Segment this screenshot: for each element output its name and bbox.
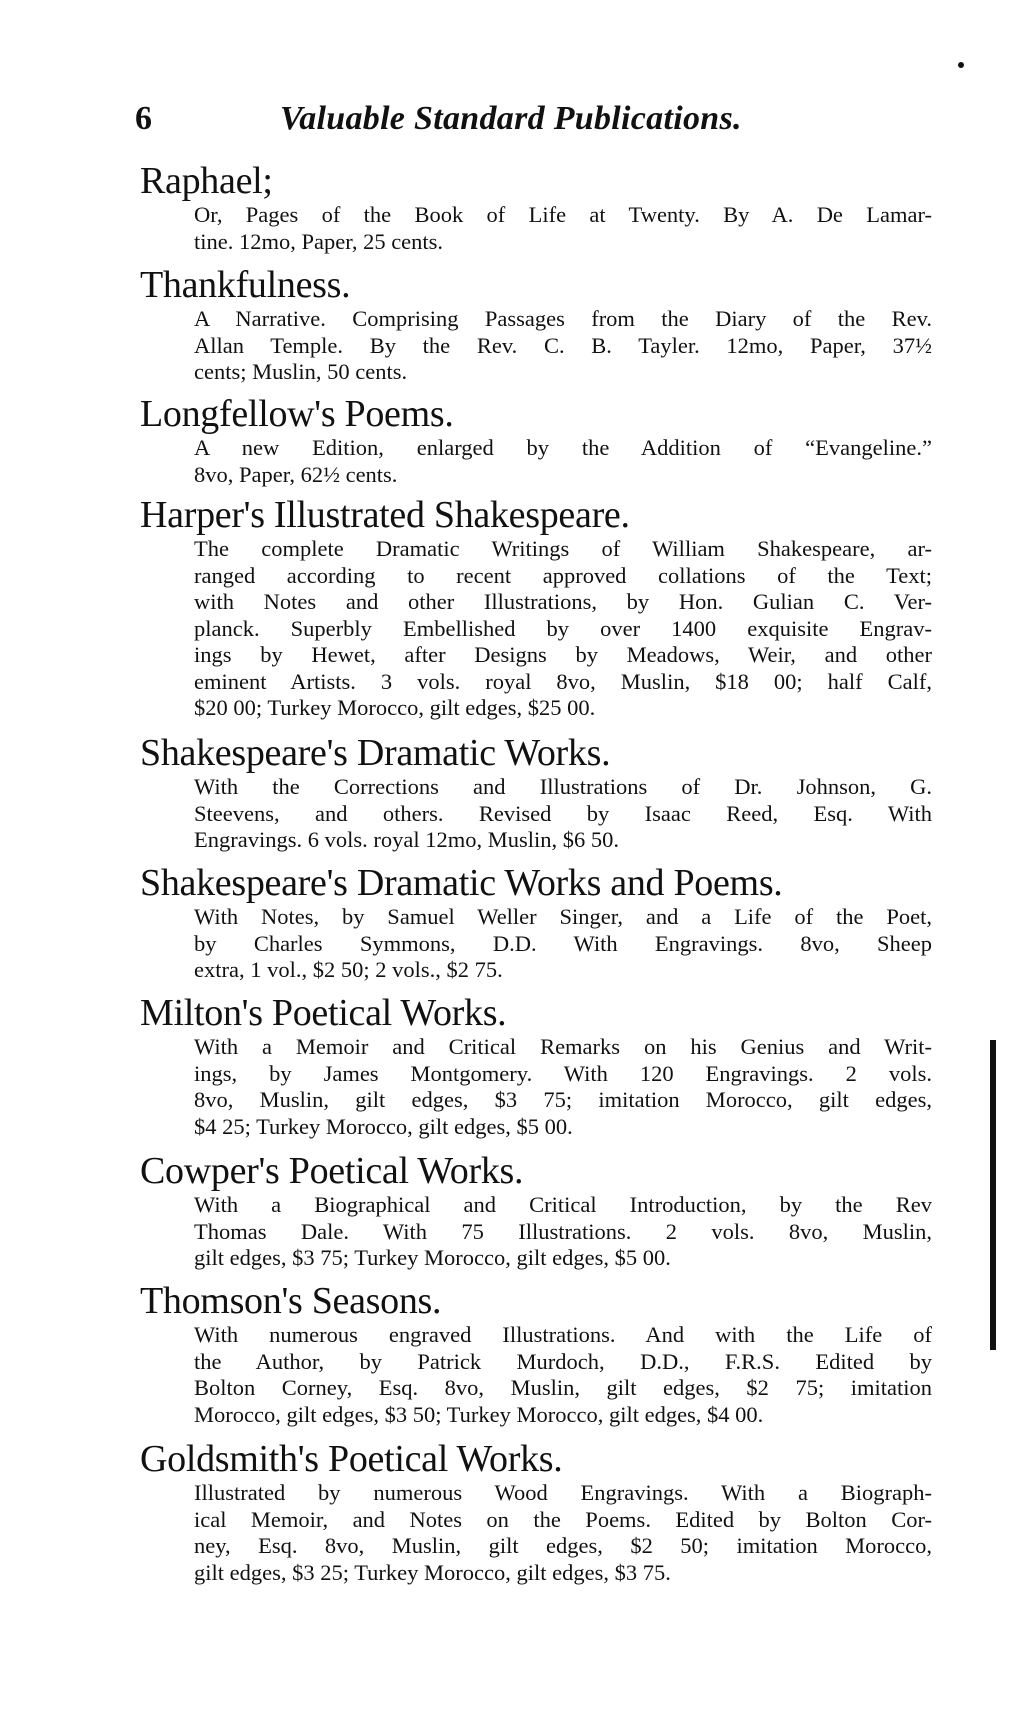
entry-title: Shakespeare's Dramatic Works and Poems. bbox=[140, 862, 783, 904]
entry-description bbox=[194, 1480, 932, 1586]
entry-line: ney, Esq. 8vo, Muslin, gilt edges, $2 50; imitation Morocco, bbox=[194, 1533, 932, 1558]
entry-line: With Notes, by Samuel Weller Singer, and a Life of the Poet, bbox=[194, 904, 932, 929]
entry-description bbox=[194, 1322, 932, 1428]
entry-line: With a Memoir and Critical Remarks on his Genius and Writ- bbox=[194, 1034, 932, 1059]
entry-line: Or, Pages of the Book of Life at Twenty. By A. De Lamar- bbox=[194, 202, 932, 227]
entry-line: With the Corrections and Illustrations of Dr. Johnson, G. bbox=[194, 774, 932, 799]
entry-line: Allan Temple. By the Rev. C. B. Tayler. 12mo, Paper, 37½ bbox=[194, 332, 932, 358]
entry-line: the Author, by Patrick Murdoch, D.D., F.R.S. Edited by bbox=[194, 1348, 932, 1374]
entry-line: gilt edges, $3 75; Turkey Morocco, gilt edges, $5 00. bbox=[194, 1245, 671, 1270]
entry-title: Milton's Poetical Works. bbox=[140, 992, 507, 1034]
entry-line: Illustrated by numerous Wood Engravings. With a Biograph- bbox=[194, 1480, 932, 1505]
catalog-entry bbox=[140, 862, 940, 984]
running-head: Valuable Standard Publications. bbox=[280, 100, 742, 137]
catalog-entry bbox=[140, 494, 940, 722]
catalog-entry bbox=[140, 1150, 940, 1272]
catalog-entry bbox=[140, 264, 940, 386]
entry-line: ings, by James Montgomery. With 120 Engravings. 2 vols. bbox=[194, 1060, 932, 1086]
entry-line: The complete Dramatic Writings of William Shakespeare, ar- bbox=[194, 536, 932, 561]
entry-line: cents; Muslin, 50 cents. bbox=[194, 359, 408, 384]
page-number: 6 bbox=[135, 100, 152, 137]
catalog-entry bbox=[140, 1438, 940, 1586]
entry-title: Harper's Illustrated Shakespeare. bbox=[140, 494, 630, 536]
catalog-entry bbox=[140, 992, 940, 1140]
entry-line: 8vo, Paper, 62½ cents. bbox=[194, 461, 398, 487]
entry-line: With a Biographical and Critical Introduction, by the Rev bbox=[194, 1192, 932, 1217]
entry-description bbox=[194, 904, 932, 984]
entry-line: by Charles Symmons, D.D. With Engravings. 8vo, Sheep bbox=[194, 930, 932, 956]
entry-description bbox=[194, 306, 932, 386]
entry-description bbox=[194, 536, 932, 722]
entry-title: Shakespeare's Dramatic Works. bbox=[140, 732, 611, 774]
entry-line: extra, 1 vol., $2 50; 2 vols., $2 75. bbox=[194, 957, 503, 982]
entry-description bbox=[194, 1192, 932, 1272]
entry-line: ranged according to recent approved collations of the Text; bbox=[194, 562, 932, 588]
entry-title: Thankfulness. bbox=[140, 264, 351, 306]
catalog-entry bbox=[140, 160, 940, 255]
entry-line: With numerous engraved Illustrations. And with the Life of bbox=[194, 1322, 932, 1347]
entry-line: ical Memoir, and Notes on the Poems. Edited by Bolton Cor- bbox=[194, 1506, 932, 1532]
entry-line: with Notes and other Illustrations, by Hon. Gulian C. Ver- bbox=[194, 589, 932, 614]
entry-line: tine. 12mo, Paper, 25 cents. bbox=[194, 228, 444, 254]
entry-line: planck. Superbly Embellished by over 1400 exquisite Engrav- bbox=[194, 615, 932, 641]
catalog-entry bbox=[140, 1280, 940, 1428]
entry-line: $4 25; Turkey Morocco, gilt edges, $5 00. bbox=[194, 1113, 573, 1139]
entry-line: Steevens, and others. Revised by Isaac Reed, Esq. With bbox=[194, 800, 932, 826]
entry-line: Morocco, gilt edges, $3 50; Turkey Morocco, gilt edges, $4 00. bbox=[194, 1401, 764, 1427]
entry-line: eminent Artists. 3 vols. royal 8vo, Muslin, $18 00; half Calf, bbox=[194, 668, 932, 694]
entry-description bbox=[194, 435, 932, 488]
entry-line: Bolton Corney, Esq. 8vo, Muslin, gilt edges, $2 75; imitation bbox=[194, 1375, 932, 1400]
entry-title: Thomson's Seasons. bbox=[140, 1280, 442, 1322]
entry-description bbox=[194, 1034, 932, 1140]
page-header bbox=[135, 100, 835, 144]
catalog-entry bbox=[140, 393, 940, 488]
catalog-entry bbox=[140, 732, 940, 854]
entry-title: Longfellow's Poems. bbox=[140, 393, 454, 435]
entry-description bbox=[194, 774, 932, 854]
entry-line: Thomas Dale. With 75 Illustrations. 2 vols. 8vo, Muslin, bbox=[194, 1218, 932, 1244]
entry-line: 8vo, Muslin, gilt edges, $3 75; imitation Morocco, gilt edges, bbox=[194, 1087, 932, 1112]
entry-line: A new Edition, enlarged by the Addition of “Evangeline.” bbox=[194, 435, 932, 460]
entry-line: ings by Hewet, after Designs by Meadows, Weir, and other bbox=[194, 642, 932, 667]
entry-title: Goldsmith's Poetical Works. bbox=[140, 1438, 563, 1480]
entry-line: gilt edges, $3 25; Turkey Morocco, gilt edges, $3 75. bbox=[194, 1559, 671, 1585]
ink-dot bbox=[958, 62, 964, 68]
page-edge-bar bbox=[990, 1040, 996, 1350]
entry-description bbox=[194, 202, 932, 255]
entry-line: A Narrative. Comprising Passages from the Diary of the Rev. bbox=[194, 306, 932, 331]
entry-line: $20 00; Turkey Morocco, gilt edges, $25 00. bbox=[194, 695, 596, 720]
entry-title: Cowper's Poetical Works. bbox=[140, 1150, 524, 1192]
entry-title: Raphael; bbox=[140, 160, 273, 202]
entry-line: Engravings. 6 vols. royal 12mo, Muslin, $6 50. bbox=[194, 827, 619, 852]
